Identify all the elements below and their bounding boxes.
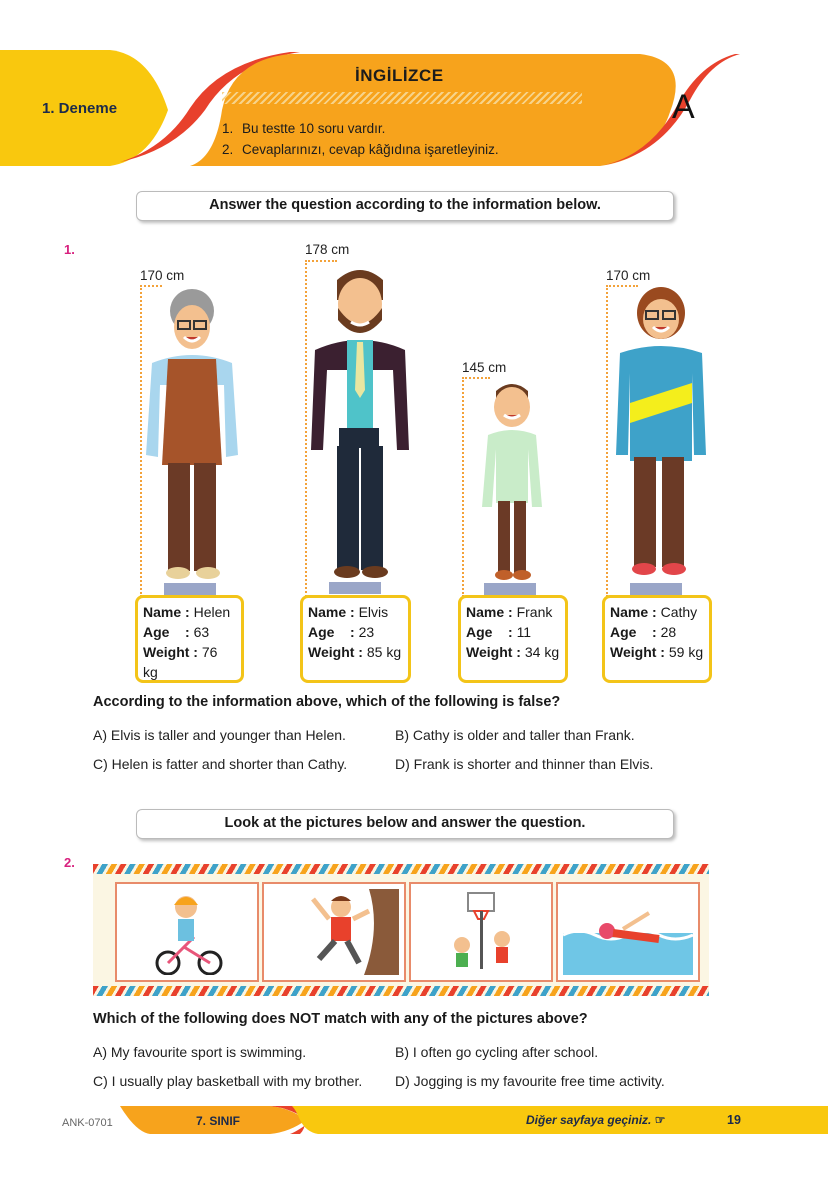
woman-illustration — [606, 285, 716, 600]
q2-instruction-box — [136, 809, 674, 839]
q1-question: According to the information above, which of the following is false? — [93, 694, 561, 710]
cycling-icon — [122, 889, 252, 975]
height-label: 170 cm — [606, 268, 651, 283]
info-card-helen: Name : Helen Age : 63 Weight : 76 kg — [135, 595, 244, 683]
page-number: 19 — [727, 1113, 741, 1127]
question-number: 2. — [64, 855, 75, 870]
person-weight: 85 kg — [366, 644, 402, 660]
basketball-icon — [416, 889, 546, 975]
person-age: 28 — [660, 624, 677, 640]
q2-instruction: Look at the pictures below and answer the question. — [224, 815, 586, 831]
test-label: 1. Deneme — [42, 100, 118, 117]
q2-option-d[interactable]: D) Jogging is my favourite free time activity. — [395, 1073, 665, 1089]
person-weight: 34 kg — [524, 644, 560, 660]
q2-option-c[interactable]: C) I usually play basketball with my brother. — [93, 1073, 363, 1089]
person-name: Helen — [193, 604, 231, 620]
picture-cycling — [117, 884, 257, 980]
title-underline — [222, 92, 582, 104]
info-card-elvis: Name : Elvis Age : 23 Weight : 85 kg — [300, 595, 411, 683]
person-age: 23 — [358, 624, 375, 640]
q2-option-b[interactable]: B) I often go cycling after school. — [395, 1044, 599, 1060]
booklet-letter: A — [672, 88, 695, 126]
q2-question: Which of the following does NOT match with any of the pictures above? — [93, 1011, 588, 1027]
person-weight: 76 kg — [143, 644, 218, 680]
picture-basketball — [411, 884, 551, 980]
subject-title: İNGİLİZCE — [355, 66, 444, 85]
next-page-text: Diğer sayfaya geçiniz. ☞ — [526, 1113, 666, 1127]
climbing-icon — [269, 889, 399, 975]
picture-swimming — [558, 884, 698, 980]
grandma-illustration — [140, 285, 250, 600]
picture-climbing — [264, 884, 404, 980]
height-label: 170 cm — [140, 268, 185, 283]
q1-option-d[interactable]: D) Frank is shorter and thinner than Elvis. — [395, 756, 654, 772]
person-age: 11 — [516, 624, 532, 640]
person-name: Elvis — [358, 604, 389, 620]
person-age: 63 — [193, 624, 210, 640]
grade-label: 7. SINIF — [196, 1114, 241, 1128]
man-illustration — [305, 260, 415, 600]
instructions — [222, 118, 499, 160]
q1-instruction-box — [136, 191, 674, 221]
info-card-cathy: Name : Cathy Age : 28 Weight : 59 kg — [602, 595, 712, 683]
height-label: 145 cm — [462, 360, 507, 375]
instruction-item: 2. Cevaplarınızı, cevap kâğıdına işaretleyiniz. — [222, 142, 499, 157]
swimming-icon — [563, 889, 693, 975]
boy-illustration — [462, 377, 562, 599]
booklet-code: ANK-0701 — [62, 1117, 113, 1129]
instruction-item: 1. Bu testte 10 soru vardır. — [222, 121, 386, 136]
person-name: Cathy — [660, 604, 698, 620]
question-number: 1. — [64, 242, 75, 257]
q2-option-a[interactable]: A) My favourite sport is swimming. — [93, 1044, 307, 1060]
q1-option-a[interactable]: A) Elvis is taller and younger than Helen. — [93, 727, 346, 743]
q1-option-b[interactable]: B) Cathy is older and taller than Frank. — [395, 727, 635, 743]
pointing-hand-icon: ☞ — [654, 1113, 666, 1127]
person-weight: 59 kg — [668, 644, 704, 660]
info-card-frank: Name : Frank Age : 11 Weight : 34 kg — [458, 595, 568, 683]
q1-option-c[interactable]: C) Helen is fatter and shorter than Cathy. — [93, 756, 348, 772]
person-name: Frank — [516, 604, 553, 620]
footer-banner — [0, 1104, 828, 1136]
height-label: 178 cm — [305, 242, 350, 257]
q1-instruction: Answer the question according to the information below. — [209, 197, 601, 213]
